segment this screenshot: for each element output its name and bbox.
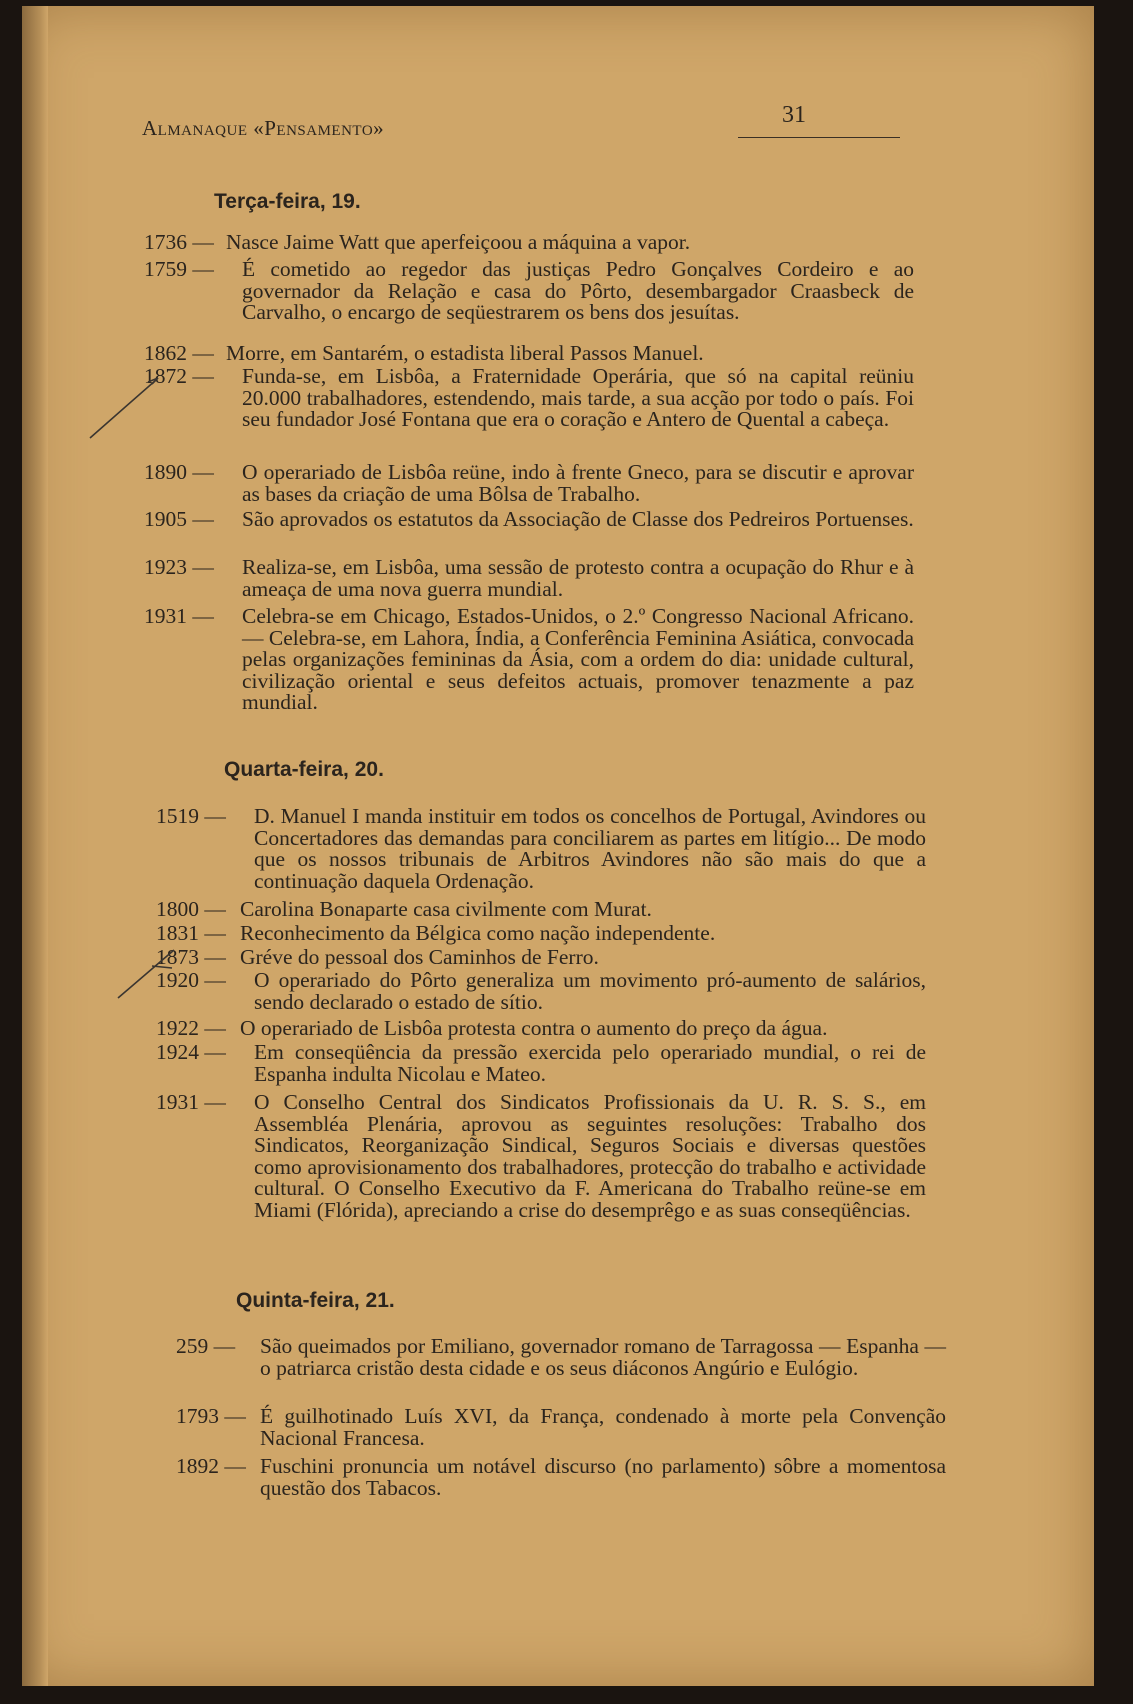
entry-year: 1923 — [144,555,214,579]
entry-259 [176,1336,946,1379]
entry-1931b [156,1092,926,1221]
entry-year: 1924 — [156,1040,226,1064]
pencil-mark-1873 [112,946,182,1006]
entry-1924 [156,1042,926,1085]
entry-1862 [144,343,914,365]
entry-year: 1931 — [156,1090,226,1114]
entry-text: Celebra-se em Chicago, Estados-Unidos, o 2.º Congresso Nacional Africano. — Celebra-se, em Lahora, Índia, a Conferência Feminina Asiática, convocada pelas organizações femininas da Ásia, com a ordem do dia: unidade cultural, civilização oriental e seus defeitos actuais, promover tenazmente a paz mundial. [242,604,914,714]
entry-1872 [144,366,914,431]
entry-1890 [144,462,914,505]
entry-year: 1920 — [156,968,226,992]
entry-1800 [156,899,926,921]
entry-text: Carolina Bonaparte casa civilmente com Murat. [240,897,652,921]
entry-1759 [144,259,914,324]
entry-1736 [144,232,914,254]
entry-text: O Conselho Central dos Sindicatos Profissionais da U. R. S. S., em Assembléa Plenária, aprovou as seguintes resoluções: Trabalho dos Sindicatos, Reorganização Sindical, Seguros Sociais e diversas questões como aprovisionamento dos trabalhadores, protecção do trabalho e actividade cultural. O Conselho Executivo da F. Americana do Trabalho reüne-se em Miami (Flórida), apreciando a crise do desemprêgo e as suas conseqüências. [254,1090,926,1222]
entry-text: São queimados por Emiliano, governador romano de Tarragossa — Espanha — o patriarca cristão desta cidade e os seus diáconos Angúrio e Eulógio. [260,1334,946,1380]
entry-1793 [176,1406,946,1449]
entry-year: 1800 — [156,897,226,921]
entry-text: O operariado de Lisbôa reüne, indo à frente Gneco, para se discutir e aprovar as bases da criação de uma Bôlsa de Trabalho. [242,460,914,506]
entry-year: 1831 — [156,921,226,945]
day-heading-tuesday: Terça-feira, 19. [214,190,361,213]
entry-year: 1759 — [144,257,214,281]
entry-year: 1793 — [176,1404,246,1428]
entry-1873 [156,947,926,969]
entry-text: Funda-se, em Lisbôa, a Fraternidade Operária, que só na capital reüniu 20.000 trabalhadores, estendendo, mais tarde, a sua acção por todo o país. Foi seu fundador José Fontana que era o coração e Antero de Quental a cabeça. [242,364,914,431]
entry-year: 1873 — [156,945,226,969]
entry-text: Gréve do pessoal dos Caminhos de Ferro. [240,945,599,969]
entry-text: Realiza-se, em Lisbôa, uma sessão de protesto contra a ocupação do Rhur e à ameaça de uma nova guerra mundial. [242,555,914,601]
entry-text: Em conseqüência da pressão exercida pelo operariado mundial, o rei de Espanha indulta Nicolau e Mateo. [254,1040,926,1086]
entry-year: 1922 — [156,1016,226,1040]
pencil-mark-1872 [82,376,162,446]
entry-1892 [176,1456,946,1499]
entry-text: D. Manuel I manda instituir em todos os concelhos de Portugal, Avindores ou Concertadores das demandas para conciliarem as partes em litígio... De modo que os nossos tribunais de Arbitros Avindores não são mais do que a continuação daquela Ordenação. [254,804,926,893]
book-page [22,6,1094,1686]
entry-text: Reconhecimento da Bélgica como nação independente. [240,921,716,945]
entry-1920 [156,970,926,1013]
entry-year: 1736 — [144,230,214,254]
day-heading-wednesday: Quarta-feira, 20. [224,758,384,781]
entry-year: 1519 — [156,804,226,828]
entry-1519 [156,806,926,892]
entry-year: 1890 — [144,460,214,484]
entry-1931a [144,606,914,714]
header-rule [738,137,900,138]
entry-year: 1931 — [144,604,214,628]
entry-year: 1892 — [176,1454,246,1478]
page-content [22,6,1094,1686]
day-heading-thursday: Quinta-feira, 21. [236,1289,395,1312]
entry-year: 259 — [176,1334,236,1358]
entry-text: É guilhotinado Luís XVI, da França, condenado à morte pela Convenção Nacional Francesa. [260,1404,946,1450]
entry-1905 [144,509,914,531]
entry-text: São aprovados os estatutos da Associação de Classe dos Pedreiros Portuenses. [242,507,914,531]
entry-year: 1862 — [144,341,214,365]
entry-text: Nasce Jaime Watt que aperfeiçoou a máquina a vapor. [226,230,691,254]
entry-1923 [144,557,914,600]
entry-1831 [156,923,926,945]
entry-year: 1872 — [144,364,214,388]
entry-text: O operariado do Pôrto generaliza um movimento pró-aumento de salários, sendo declarado o estado de sítio. [254,968,926,1014]
entry-text: Morre, em Santarém, o estadista liberal Passos Manuel. [226,341,704,365]
entry-text: É cometido ao regedor das justiças Pedro Gonçalves Cordeiro e ao governador da Relação e casa do Pôrto, desembargador Craasbeck de Carvalho, o encargo de seqüestrarem os bens dos jesuítas. [242,257,914,324]
page-number: 31 [782,102,806,128]
running-header: Almanaque «Pensamento» [142,116,385,140]
entry-1922 [156,1018,926,1040]
entry-text: O operariado de Lisbôa protesta contra o aumento do preço da água. [240,1016,828,1040]
entry-text: Fuschini pronuncia um notável discurso (no parlamento) sôbre a momentosa questão dos Tabacos. [260,1454,946,1500]
entry-year: 1905 — [144,507,214,531]
